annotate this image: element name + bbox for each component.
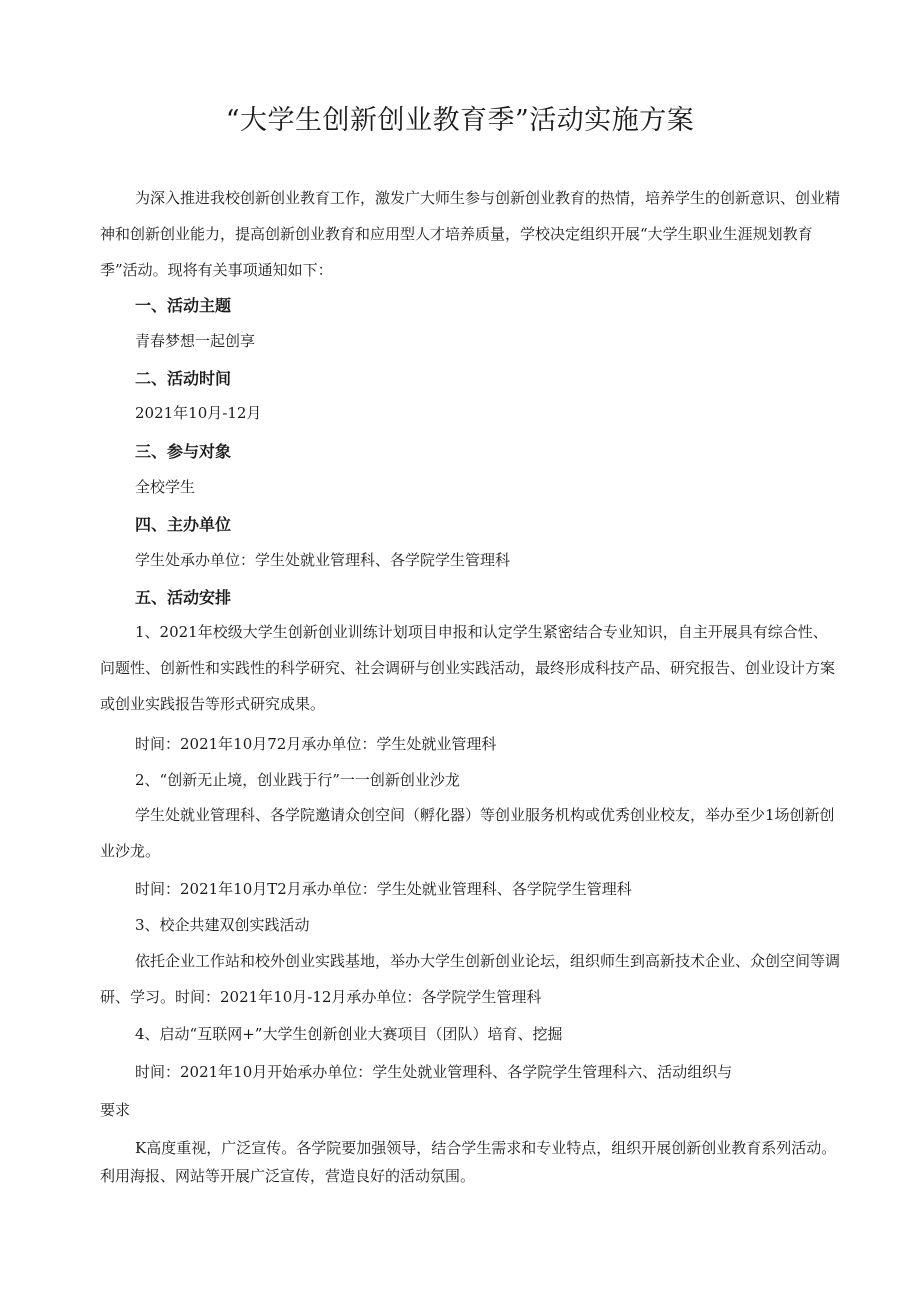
section-heading-time: 二、活动时间	[135, 369, 232, 388]
arrangement-item-2-time: 时间：2021年10月T2月承办单位：学生处就业管理科、各学院学生管理科	[135, 880, 632, 898]
section-text-organizer: 学生处承办单位：学生处就业管理科、各学院学生管理科	[135, 551, 511, 569]
requirement-1: K高度重视，广泛宣传。各学院要加强领导，结合学生需求和专业特点，组织开展创新创业教育系列活动。利用海报、网站等开展广泛宣传，营造良好的活动氛围。	[100, 1139, 837, 1185]
arrangement-item-4-time: 时间：2021年10月开始承办单位：学生处就业管理科、各学院学生管理科六、活动组织与	[135, 1063, 733, 1081]
section-heading-arrangements: 五、活动安排	[135, 588, 232, 607]
section-heading-theme: 一、活动主题	[135, 296, 232, 315]
arrangement-item-4-title: 4、启动“互联网+”大学生创新创业大赛项目（团队）培育、挖掘	[135, 1025, 563, 1043]
arrangement-item-1: 1、2021年校级大学生创新创业训练计划项目申报和认定学生紧密结合专业知识，自主开展具有综合性、问题性、创新性和实践性的科学研究、社会调研与创业实践活动，最终形成科技产品、研究报告、创业设计方案或创业实践报告等形式研究成果。	[100, 623, 836, 713]
section-text-participants: 全校学生	[135, 478, 196, 496]
document-title: “大学生创新创业教育季”活动实施方案	[225, 105, 695, 136]
section-text-theme: 青春梦想一起创享	[135, 332, 256, 350]
arrangement-item-3-title: 3、校企共建双创实践活动	[135, 916, 310, 934]
section-heading-participants: 三、参与对象	[135, 442, 232, 461]
arrangement-item-2-title: 2、“创新无止境，创业践于行”一一创新创业沙龙	[135, 771, 460, 789]
section-heading-organizer: 四、主办单位	[135, 515, 232, 534]
intro-paragraph: 为深入推进我校创新创业教育工作，激发广大师生参与创新创业教育的热情，培养学生的创新意识、创业精神和创新创业能力，提高创新创业教育和应用型人才培养质量，学校决定组织开展“大学生职业生涯规划教育季”活动。现将有关事项通知如下：	[100, 189, 841, 279]
arrangement-item-1-time: 时间：2021年10月72月承办单位：学生处就业管理科	[135, 735, 497, 753]
arrangement-item-3-body: 依托企业工作站和校外创业实践基地，举办大学生创新创业论坛，组织师生到高新技术企业、众创空间等调研、学习。时间：2021年10月-12月承办单位：各学院学生管理科	[100, 952, 841, 1006]
section-text-time: 2021年10月-12月	[135, 404, 262, 422]
arrangement-item-2-body: 学生处就业管理科、各学院邀请众创空间（孵化器）等创业服务机构或优秀创业校友，举办至少1场创新创业沙龙。	[100, 806, 835, 860]
arrangement-item-4-time-cont: 要求	[100, 1101, 131, 1119]
